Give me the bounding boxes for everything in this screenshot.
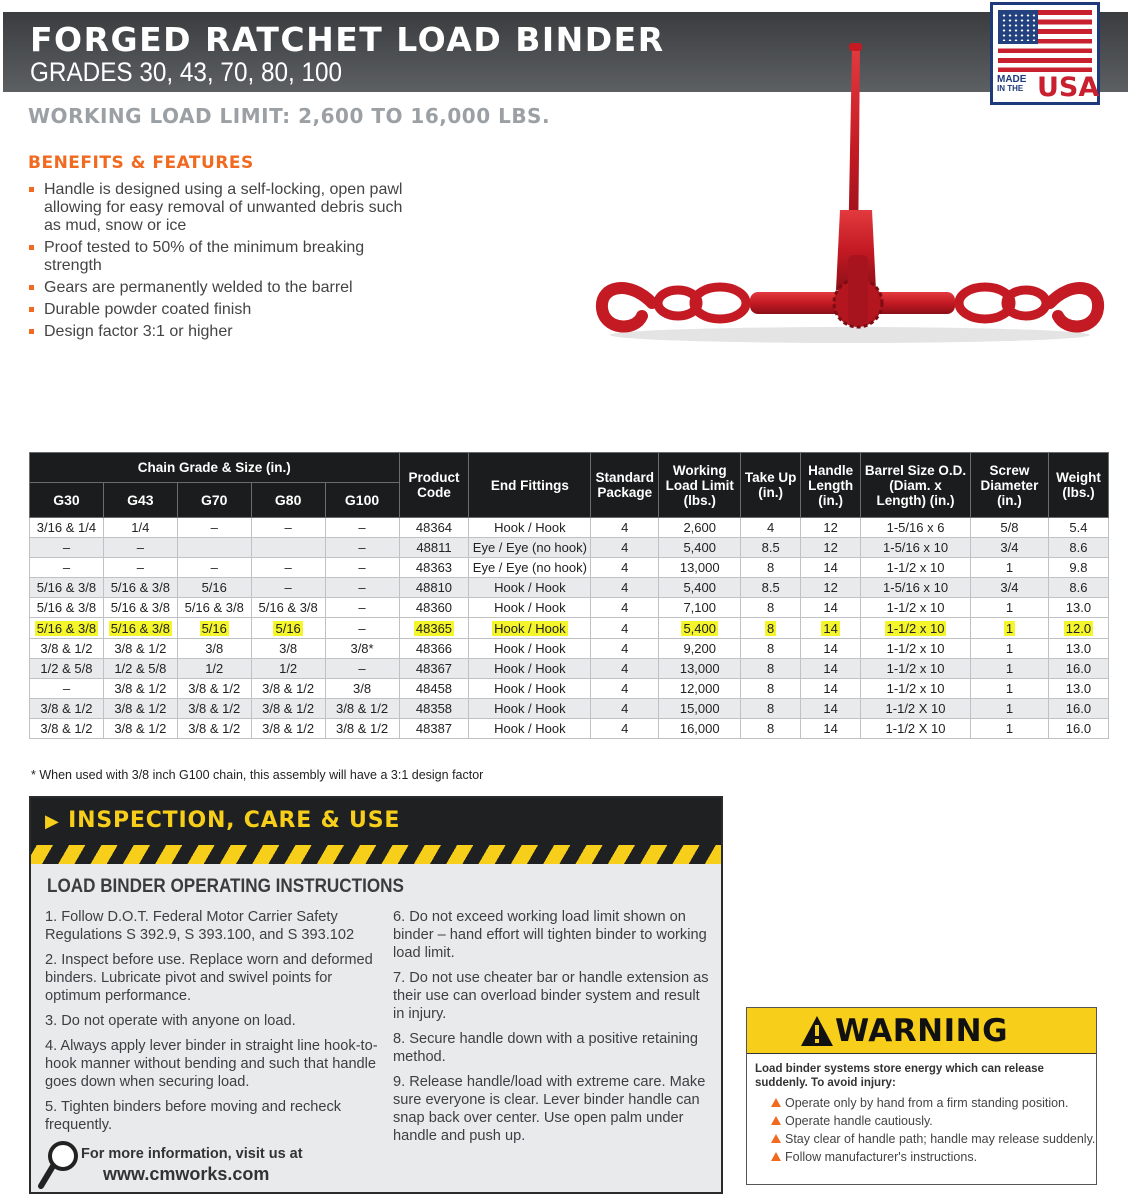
- cell-screw-diameter: 3/4: [970, 538, 1048, 558]
- grade-header-g30: G30: [30, 483, 104, 518]
- cell-g30: 1/2 & 5/8: [30, 658, 104, 678]
- cell-barrel-size: 1-1/2 X 10: [861, 718, 971, 738]
- cell-g100: –: [325, 618, 399, 638]
- chain-grade-header: Chain Grade & Size (in.): [30, 453, 400, 483]
- cell-g70: [177, 538, 251, 558]
- cell-wll: [659, 618, 741, 638]
- cell-wll: 9,200: [659, 638, 741, 658]
- cell-g80: 3/8 & 1/2: [251, 678, 325, 698]
- cell-screw-diameter: 1: [970, 558, 1048, 578]
- inspection-header: [31, 798, 721, 864]
- table-row: [30, 558, 1109, 578]
- benefit-item: Handle is designed using a self-locking, open pawl allowing for easy removal of unwanted debris such as mud, snow or ice: [28, 181, 408, 235]
- benefit-item: Gears are permanently welded to the barrel: [28, 279, 408, 297]
- cell-g43: [103, 618, 177, 638]
- cell-wll: 5,400: [659, 578, 741, 598]
- highlighted-value: 5,400: [683, 620, 716, 636]
- warning-item: Stay clear of handle path; handle may release suddenly.: [771, 1132, 1095, 1147]
- spec-table-body: [30, 518, 1109, 739]
- standard-package-header: Standard Package: [591, 453, 659, 518]
- cell-product-code: 48358: [399, 698, 469, 718]
- cell-product-code: 48366: [399, 638, 469, 658]
- cell-g80: [251, 538, 325, 558]
- cell-weight: 16.0: [1048, 698, 1108, 718]
- cell-g30: [30, 618, 104, 638]
- instructions-right-column: [393, 908, 713, 1152]
- instruction-item: 6. Do not exceed working load limit shown on binder – hand effort will tighten binder to working load limit.: [393, 909, 707, 961]
- barrel-size-header: Barrel Size O.D. (Diam. x Length) (in.): [861, 453, 971, 518]
- magnifier-icon: [37, 1138, 81, 1190]
- instruction-item: 5. Tighten binders before moving and recheck frequently.: [45, 1099, 342, 1133]
- spec-table: [29, 452, 1109, 739]
- cell-g70: –: [177, 558, 251, 578]
- cell-g30: 5/16 & 3/8: [30, 598, 104, 618]
- table-row: [30, 698, 1109, 718]
- cell-handle-length: 14: [801, 678, 861, 698]
- cell-standard-package: 4: [591, 618, 659, 638]
- cell-barrel-size: 1-1/2 x 10: [861, 678, 971, 698]
- end-fittings-header: End Fittings: [469, 453, 591, 518]
- take-up-header: Take Up (in.): [741, 453, 801, 518]
- cell-g70: 3/8 & 1/2: [177, 678, 251, 698]
- cell-standard-package: 4: [591, 638, 659, 658]
- table-row: [30, 598, 1109, 618]
- product-code-header: Product Code: [399, 453, 469, 518]
- cell-end-fittings: Hook / Hook: [469, 578, 591, 598]
- table-row: [30, 578, 1109, 598]
- cell-weight: 8.6: [1048, 578, 1108, 598]
- cell-g70: 3/8 & 1/2: [177, 698, 251, 718]
- cell-screw-diameter: 1: [970, 718, 1048, 738]
- cell-end-fittings: Hook / Hook: [469, 658, 591, 678]
- cell-handle-length: 14: [801, 638, 861, 658]
- inspection-title-text: INSPECTION, CARE & USE: [68, 808, 401, 833]
- cell-handle-length: 12: [801, 538, 861, 558]
- cell-handle-length: [801, 618, 861, 638]
- cell-end-fittings: Hook / Hook: [469, 638, 591, 658]
- grade-header-g43: G43: [103, 483, 177, 518]
- cell-g43: 3/8 & 1/2: [103, 698, 177, 718]
- cell-standard-package: 4: [591, 678, 659, 698]
- cell-end-fittings: Hook / Hook: [469, 598, 591, 618]
- screw-diameter-header: Screw Diameter (in.): [970, 453, 1048, 518]
- cell-take-up: 8.5: [741, 578, 801, 598]
- cell-g80: 5/16 & 3/8: [251, 598, 325, 618]
- cell-g43: 3/8 & 1/2: [103, 638, 177, 658]
- cell-g30: 5/16 & 3/8: [30, 578, 104, 598]
- instruction-item: 2. Inspect before use. Replace worn and deformed binders. Lubricate pivot and swivel points for optimum performance.: [45, 952, 373, 1004]
- table-row: [30, 618, 1109, 638]
- cell-screw-diameter: 1: [970, 678, 1048, 698]
- cell-end-fittings: Eye / Eye (no hook): [469, 538, 591, 558]
- cell-product-code: 48810: [399, 578, 469, 598]
- cell-screw-diameter: 1: [970, 658, 1048, 678]
- cell-barrel-size: 1-1/2 x 10: [861, 658, 971, 678]
- cell-g100: 3/8*: [325, 638, 399, 658]
- warning-triangle-icon: [799, 1014, 835, 1048]
- instruction-item: 1. Follow D.O.T. Federal Motor Carrier Safety Regulations S 392.9, S 393.100, and S 393.102: [45, 909, 355, 943]
- cell-end-fittings: Eye / Eye (no hook): [469, 558, 591, 578]
- cell-g43: –: [103, 558, 177, 578]
- page-subtitle: GRADES 30, 43, 70, 80, 100: [30, 57, 343, 87]
- cell-take-up: 8: [741, 698, 801, 718]
- cell-wll: 13,000: [659, 558, 741, 578]
- cell-g43: –: [103, 538, 177, 558]
- benefit-item: Proof tested to 50% of the minimum breaking strength: [28, 239, 408, 275]
- cell-standard-package: 4: [591, 598, 659, 618]
- cell-weight: 8.6: [1048, 538, 1108, 558]
- highlighted-value: 5/16 & 3/8: [36, 620, 97, 636]
- table-row: [30, 678, 1109, 698]
- working-load-limit: WORKING LOAD LIMIT: 2,600 TO 16,000 LBS.: [28, 104, 551, 128]
- cell-g70: –: [177, 518, 251, 538]
- cell-g30: 3/16 & 1/4: [30, 518, 104, 538]
- cell-weight: [1048, 618, 1108, 638]
- highlighted-value: 12.0: [1065, 620, 1092, 636]
- cell-barrel-size: [861, 618, 971, 638]
- cell-handle-length: 14: [801, 658, 861, 678]
- cell-wll: 2,600: [659, 518, 741, 538]
- website-link[interactable]: www.cmworks.com: [103, 1164, 270, 1184]
- table-row: [30, 518, 1109, 538]
- highlighted-value: 14: [823, 620, 838, 636]
- cell-take-up: 8.5: [741, 538, 801, 558]
- cell-barrel-size: 1-5/16 x 10: [861, 578, 971, 598]
- warning-panel: [746, 1007, 1097, 1185]
- usa-label: USA: [1037, 72, 1100, 103]
- cell-take-up: 8: [741, 678, 801, 698]
- cell-barrel-size: 1-1/2 X 10: [861, 698, 971, 718]
- cell-barrel-size: 1-1/2 x 10: [861, 598, 971, 618]
- cell-g100: 3/8 & 1/2: [325, 698, 399, 718]
- cell-take-up: 8: [741, 558, 801, 578]
- grade-header-g80: G80: [251, 483, 325, 518]
- cell-g70: 3/8 & 1/2: [177, 718, 251, 738]
- page-title: FORGED RATCHET LOAD BINDER: [30, 20, 665, 59]
- highlighted-value: Hook / Hook: [494, 620, 566, 636]
- handle-length-header: Handle Length (in.): [801, 453, 861, 518]
- cell-g30: 3/8 & 1/2: [30, 638, 104, 658]
- weight-header: Weight (lbs.): [1048, 453, 1108, 518]
- cell-g70: 5/16: [177, 578, 251, 598]
- cell-take-up: 8: [741, 638, 801, 658]
- highlighted-value: 8: [767, 620, 775, 636]
- cell-g80: –: [251, 558, 325, 578]
- instruction-item: 4. Always apply lever binder in straight line hook-to-hook manner without bending and such that handle goes down when securing load.: [45, 1038, 378, 1090]
- instruction-item: 7. Do not use cheater bar or handle extension as their use can overload binder system and result in injury.: [393, 970, 709, 1022]
- cell-g70: 5/16 & 3/8: [177, 598, 251, 618]
- cell-take-up: 8: [741, 718, 801, 738]
- cell-g100: 3/8 & 1/2: [325, 718, 399, 738]
- cell-end-fittings: Hook / Hook: [469, 678, 591, 698]
- cell-weight: 13.0: [1048, 678, 1108, 698]
- cell-weight: 16.0: [1048, 658, 1108, 678]
- cell-standard-package: 4: [591, 538, 659, 558]
- cell-g43: 5/16 & 3/8: [103, 598, 177, 618]
- instruction-item: 3. Do not operate with anyone on load.: [45, 1013, 296, 1029]
- cell-screw-diameter: 1: [970, 638, 1048, 658]
- table-row: [30, 638, 1109, 658]
- warning-header: [747, 1008, 1096, 1054]
- instruction-item: 8. Secure handle down with a positive retaining method.: [393, 1031, 699, 1065]
- cell-product-code: [399, 618, 469, 638]
- play-arrow-icon: ▶: [45, 811, 60, 832]
- cell-g43: 1/2 & 5/8: [103, 658, 177, 678]
- cell-take-up: 8: [741, 658, 801, 678]
- inspection-panel: [29, 796, 723, 1194]
- cell-g100: –: [325, 658, 399, 678]
- cell-product-code: 48363: [399, 558, 469, 578]
- cell-g43: 1/4: [103, 518, 177, 538]
- more-info: [81, 1144, 303, 1184]
- cell-barrel-size: 1-5/16 x 6: [861, 518, 971, 538]
- cell-weight: 13.0: [1048, 638, 1108, 658]
- cell-standard-package: 4: [591, 578, 659, 598]
- cell-g30: –: [30, 558, 104, 578]
- benefits-list: [28, 181, 408, 345]
- cell-standard-package: 4: [591, 718, 659, 738]
- cell-g30: –: [30, 538, 104, 558]
- cell-take-up: 4: [741, 518, 801, 538]
- cell-g43: 5/16 & 3/8: [103, 578, 177, 598]
- cell-handle-length: 12: [801, 578, 861, 598]
- cell-g80: 1/2: [251, 658, 325, 678]
- cell-wll: 7,100: [659, 598, 741, 618]
- ratchet-load-binder-image: [590, 40, 1110, 350]
- cell-g80: 3/8 & 1/2: [251, 718, 325, 738]
- cell-screw-diameter: 3/4: [970, 578, 1048, 598]
- cell-barrel-size: 1-1/2 x 10: [861, 638, 971, 658]
- benefits-title: BENEFITS & FEATURES: [28, 153, 254, 173]
- cell-g70: [177, 618, 251, 638]
- cell-wll: 13,000: [659, 658, 741, 678]
- cell-end-fittings: Hook / Hook: [469, 698, 591, 718]
- cell-g70: 3/8: [177, 638, 251, 658]
- cell-g43: 3/8 & 1/2: [103, 718, 177, 738]
- cell-product-code: 48367: [399, 658, 469, 678]
- cell-take-up: 8: [741, 598, 801, 618]
- table-row: [30, 718, 1109, 738]
- footnote: * When used with 3/8 inch G100 chain, this assembly will have a 3:1 design factor: [31, 768, 484, 782]
- cell-screw-diameter: 5/8: [970, 518, 1048, 538]
- cell-handle-length: 12: [801, 518, 861, 538]
- cell-g43: 3/8 & 1/2: [103, 678, 177, 698]
- cell-product-code: 48364: [399, 518, 469, 538]
- cell-standard-package: 4: [591, 698, 659, 718]
- cell-weight: 13.0: [1048, 598, 1108, 618]
- cell-g30: 3/8 & 1/2: [30, 698, 104, 718]
- cell-handle-length: 14: [801, 698, 861, 718]
- cell-standard-package: 4: [591, 518, 659, 538]
- warning-list: [771, 1096, 1095, 1168]
- instructions-left-column: [45, 908, 385, 1141]
- cell-wll: 15,000: [659, 698, 741, 718]
- cell-take-up: [741, 618, 801, 638]
- cell-screw-diameter: [970, 618, 1048, 638]
- highlighted-value: 5/16: [201, 620, 227, 636]
- highlighted-value: 48365: [415, 620, 453, 636]
- cell-g100: –: [325, 558, 399, 578]
- cell-product-code: 48811: [399, 538, 469, 558]
- cell-handle-length: 14: [801, 558, 861, 578]
- cell-g100: –: [325, 598, 399, 618]
- highlighted-value: 1: [1005, 620, 1014, 636]
- cell-g100: –: [325, 578, 399, 598]
- cell-g100: –: [325, 518, 399, 538]
- cell-weight: 5.4: [1048, 518, 1108, 538]
- cell-g100: –: [325, 538, 399, 558]
- grade-header-g70: G70: [177, 483, 251, 518]
- cell-weight: 16.0: [1048, 718, 1108, 738]
- table-row: [30, 658, 1109, 678]
- cell-wll: 12,000: [659, 678, 741, 698]
- cell-g80: [251, 618, 325, 638]
- cell-g100: 3/8: [325, 678, 399, 698]
- cell-g80: 3/8 & 1/2: [251, 698, 325, 718]
- cell-barrel-size: 1-1/2 x 10: [861, 558, 971, 578]
- instruction-item: 9. Release handle/load with extreme care. Make sure everyone is clear. Lever binder handle can snap back over center. Use open palm under handle and push up.: [393, 1074, 706, 1144]
- cell-end-fittings: [469, 618, 591, 638]
- cell-end-fittings: Hook / Hook: [469, 718, 591, 738]
- warning-intro: Load binder systems store energy which can release suddenly. To avoid injury:: [755, 1063, 1044, 1089]
- cell-standard-package: 4: [591, 658, 659, 678]
- hazard-stripe: [31, 845, 721, 864]
- cell-wll: 5,400: [659, 538, 741, 558]
- cell-weight: 9.8: [1048, 558, 1108, 578]
- cell-g80: –: [251, 578, 325, 598]
- cell-handle-length: 14: [801, 718, 861, 738]
- warning-item: Follow manufacturer's instructions.: [771, 1150, 1095, 1165]
- instructions-title: LOAD BINDER OPERATING INSTRUCTIONS: [47, 876, 404, 897]
- cell-product-code: 48458: [399, 678, 469, 698]
- warning-item: Operate handle cautiously.: [771, 1114, 1095, 1129]
- cell-product-code: 48387: [399, 718, 469, 738]
- inspection-title: [45, 808, 400, 833]
- more-info-text: For more information, visit us at: [81, 1146, 303, 1162]
- made-in-label: MADE IN THE: [997, 74, 1027, 93]
- cell-handle-length: 14: [801, 598, 861, 618]
- warning-title: WARNING: [835, 1013, 1009, 1049]
- table-row: [30, 538, 1109, 558]
- cell-wll: 16,000: [659, 718, 741, 738]
- cell-standard-package: 4: [591, 558, 659, 578]
- cell-g80: 3/8: [251, 638, 325, 658]
- highlighted-value: 5/16: [275, 620, 301, 636]
- highlighted-value: 1-1/2 x 10: [886, 620, 945, 636]
- cell-product-code: 48360: [399, 598, 469, 618]
- warning-item: Operate only by hand from a firm standing position.: [771, 1096, 1095, 1111]
- benefit-item: Design factor 3:1 or higher: [28, 323, 408, 341]
- wll-header: Working Load Limit (lbs.): [659, 453, 741, 518]
- cell-screw-diameter: 1: [970, 698, 1048, 718]
- benefit-item: Durable powder coated finish: [28, 301, 408, 319]
- cell-g30: 3/8 & 1/2: [30, 718, 104, 738]
- cell-g70: 1/2: [177, 658, 251, 678]
- cell-g30: –: [30, 678, 104, 698]
- cell-screw-diameter: 1: [970, 598, 1048, 618]
- grade-header-g100: G100: [325, 483, 399, 518]
- highlighted-value: 5/16 & 3/8: [110, 620, 170, 636]
- cell-end-fittings: Hook / Hook: [469, 518, 591, 538]
- cell-g80: –: [251, 518, 325, 538]
- cell-barrel-size: 1-5/16 x 10: [861, 538, 971, 558]
